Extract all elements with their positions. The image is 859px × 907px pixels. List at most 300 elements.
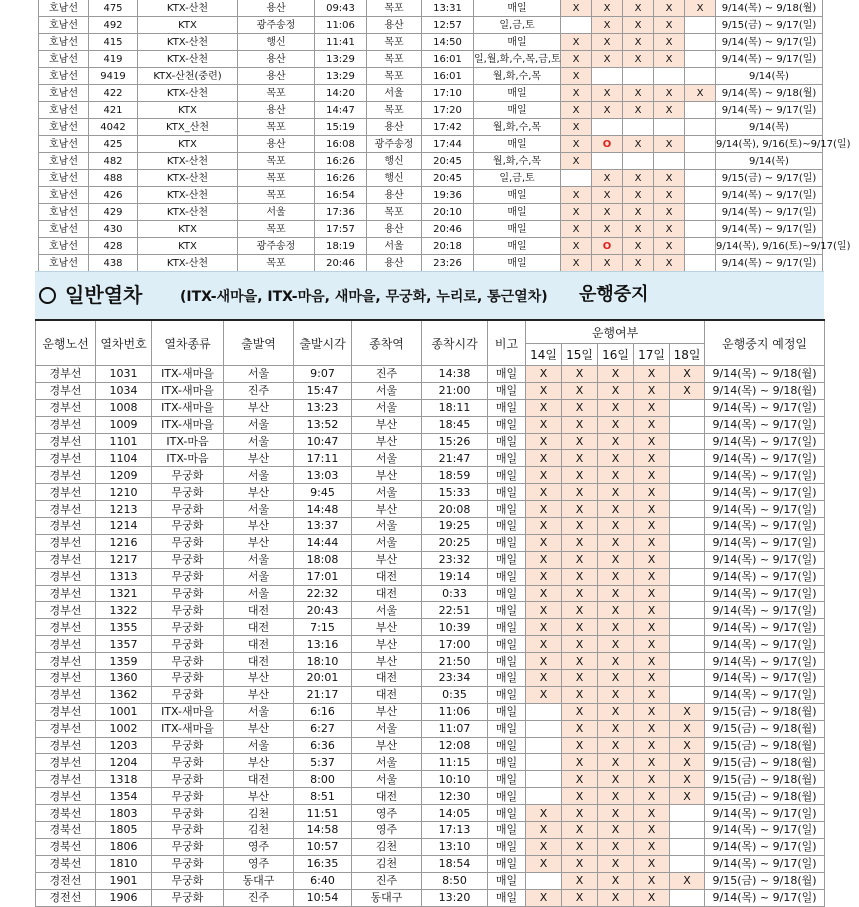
cell-suspension: 9/14(목) ~ 9/17(일): [716, 51, 823, 68]
cell-dep-station: 부산: [224, 450, 294, 467]
cell-day-18: [670, 822, 705, 839]
cell-train-no: 430: [89, 221, 138, 238]
cell-day-14: X: [526, 855, 562, 872]
table-row: [36, 636, 825, 653]
cell-day-14: X: [526, 670, 562, 687]
cell-day-18: [670, 501, 705, 518]
cell-day-14: [526, 720, 562, 737]
cell-arr-time: 17:13: [422, 822, 488, 839]
table-row: [36, 602, 825, 619]
cell-day-15: X: [562, 518, 598, 535]
cell-suspension: 9/14(목) ~ 9/17(일): [705, 805, 825, 822]
table-row: [39, 119, 823, 136]
cell-suspension: 9/15(금) ~ 9/17(일): [716, 17, 823, 34]
table-row: [39, 102, 823, 119]
cell-dep-station: 서울: [224, 703, 294, 720]
cell-day-15: X: [562, 585, 598, 602]
table-row: [36, 585, 825, 602]
cell-arr-time: 23:26: [422, 255, 474, 272]
cell-day-18: [670, 602, 705, 619]
cell-dep-station: 서울: [238, 204, 315, 221]
cell-train-no: 1357: [96, 636, 152, 653]
cell-arr-time: 12:57: [422, 17, 474, 34]
cell-day-18: [670, 568, 705, 585]
cell-train-type: 무궁화: [152, 534, 224, 551]
cell-day-15: X: [562, 754, 598, 771]
cell-arr-time: 12:08: [422, 737, 488, 754]
cell-dep-time: 14:47: [315, 102, 367, 119]
cell-day-16: X: [623, 238, 654, 255]
cell-dep-station: 목포: [238, 119, 315, 136]
cell-day-18: [685, 102, 716, 119]
cell-day-18: X: [670, 737, 705, 754]
cell-line: 호남선: [39, 119, 89, 136]
cell-day-16: X: [598, 433, 634, 450]
cell-arr-station: 목포: [367, 102, 422, 119]
cell-line: 호남선: [39, 187, 89, 204]
cell-arr-time: 20:46: [422, 221, 474, 238]
table-row: [36, 686, 825, 703]
cell-day-18: X: [685, 0, 716, 17]
cell-day-14: X: [561, 238, 592, 255]
cell-dep-station: 부산: [224, 670, 294, 687]
cell-dep-time: 6:27: [294, 720, 352, 737]
cell-suspension: 9/14(목) ~ 9/17(일): [705, 551, 825, 568]
cell-train-type: 무궁화: [152, 467, 224, 484]
cell-train-no: 415: [89, 34, 138, 51]
cell-arr-station: 용산: [367, 17, 422, 34]
cell-day-15: X: [562, 501, 598, 518]
cell-train-type: 무궁화: [152, 568, 224, 585]
cell-arr-station: 서울: [352, 484, 422, 501]
cell-note: 매일: [488, 484, 526, 501]
cell-day-18: X: [670, 366, 705, 383]
cell-day-15: X: [592, 102, 623, 119]
cell-train-type: ITX-새마을: [152, 366, 224, 383]
cell-train-type: KTX-산천: [138, 187, 238, 204]
ktx-continuation-table: [38, 0, 851, 289]
cell-train-no: 422: [89, 85, 138, 102]
cell-line: 경부선: [36, 382, 96, 399]
cell-train-type: KTX-산천: [138, 153, 238, 170]
cell-day-15: X: [562, 771, 598, 788]
cell-note: 매일: [488, 382, 526, 399]
cell-arr-time: 0:33: [422, 585, 488, 602]
header-dep-station: 출발역: [224, 320, 294, 366]
cell-dep-time: 13:03: [294, 467, 352, 484]
cell-train-type: KTX-산천: [138, 85, 238, 102]
cell-day-17: X: [634, 838, 670, 855]
header-dep-time: 출발시각: [294, 320, 352, 366]
cell-line: 호남선: [39, 0, 89, 17]
cell-suspension: 9/14(목) ~ 9/17(일): [716, 187, 823, 204]
cell-train-no: 492: [89, 17, 138, 34]
cell-day-17: X: [634, 568, 670, 585]
cell-arr-station: 용산: [367, 119, 422, 136]
cell-arr-time: 17:42: [422, 119, 474, 136]
cell-note: 매일: [488, 551, 526, 568]
cell-note: 매일: [488, 737, 526, 754]
table-row: [36, 382, 825, 399]
table-row: [39, 51, 823, 68]
cell-train-no: 1806: [96, 838, 152, 855]
cell-note: 매일: [488, 619, 526, 636]
cell-arr-station: 서울: [352, 399, 422, 416]
cell-dep-station: 부산: [224, 399, 294, 416]
cell-note: 매일: [474, 102, 561, 119]
table-row: [36, 619, 825, 636]
cell-day-16: X: [623, 204, 654, 221]
cell-suspension: 9/14(목) ~ 9/17(일): [705, 501, 825, 518]
cell-arr-station: 용산: [367, 187, 422, 204]
header-operation: 운행여부: [526, 320, 705, 344]
cell-arr-time: 11:15: [422, 754, 488, 771]
cell-day-18: X: [670, 771, 705, 788]
table-row: [36, 822, 825, 839]
table-row: [39, 85, 823, 102]
cell-arr-station: 영주: [352, 805, 422, 822]
cell-arr-station: 대전: [352, 585, 422, 602]
cell-day-15: X: [562, 670, 598, 687]
cell-day-18: [670, 484, 705, 501]
cell-note: 매일: [488, 433, 526, 450]
cell-line: 경부선: [36, 686, 96, 703]
cell-arr-station: 행신: [367, 153, 422, 170]
cell-arr-station: 진주: [352, 366, 422, 383]
cell-note: 매일: [488, 653, 526, 670]
cell-day-14: X: [561, 102, 592, 119]
table-row: [36, 670, 825, 687]
cell-arr-time: 13:20: [422, 889, 488, 906]
cell-day-16: X: [598, 450, 634, 467]
table-row: [39, 187, 823, 204]
cell-day-16: X: [598, 568, 634, 585]
cell-day-15: X: [562, 737, 598, 754]
cell-line: 경부선: [36, 450, 96, 467]
cell-arr-time: 23:34: [422, 670, 488, 687]
cell-arr-time: 21:50: [422, 653, 488, 670]
cell-day-15: X: [562, 805, 598, 822]
header-arr-time: 종착시각: [422, 320, 488, 366]
cell-day-18: [685, 68, 716, 85]
cell-day-15: X: [592, 85, 623, 102]
cell-day-14: X: [526, 805, 562, 822]
cell-dep-station: 부산: [224, 686, 294, 703]
cell-line: 경부선: [36, 484, 96, 501]
cell-train-no: 421: [89, 102, 138, 119]
cell-day-14: X: [526, 619, 562, 636]
cell-day-16: X: [623, 187, 654, 204]
cell-suspension: 9/14(목) ~ 9/17(일): [705, 889, 825, 906]
cell-arr-time: 18:11: [422, 399, 488, 416]
cell-dep-time: 17:01: [294, 568, 352, 585]
cell-arr-station: 서울: [352, 720, 422, 737]
cell-day-17: X: [634, 416, 670, 433]
cell-day-15: X: [562, 433, 598, 450]
table-row: [36, 889, 825, 906]
cell-arr-station: 목포: [367, 34, 422, 51]
cell-day-16: X: [598, 534, 634, 551]
cell-day-17: X: [634, 450, 670, 467]
table-row: [39, 34, 823, 51]
cell-train-no: 438: [89, 255, 138, 272]
cell-day-14: X: [561, 255, 592, 272]
cell-day-17: X: [634, 534, 670, 551]
cell-dep-station: 대전: [224, 602, 294, 619]
cell-dep-station: 목포: [238, 170, 315, 187]
cell-arr-station: 서울: [352, 771, 422, 788]
cell-train-type: KTX-산천: [138, 0, 238, 17]
cell-dep-time: 20:01: [294, 670, 352, 687]
cell-suspension: 9/14(목) ~ 9/17(일): [716, 102, 823, 119]
cell-dep-station: 부산: [224, 518, 294, 535]
cell-dep-station: 부산: [224, 534, 294, 551]
cell-day-16: X: [623, 136, 654, 153]
cell-note: 매일: [488, 838, 526, 855]
cell-arr-station: 부산: [352, 551, 422, 568]
cell-dep-station: 대전: [224, 653, 294, 670]
cell-day-14: X: [561, 204, 592, 221]
cell-arr-station: 광주송정: [367, 136, 422, 153]
cell-dep-time: 11:06: [315, 17, 367, 34]
cell-train-type: 무궁화: [152, 737, 224, 754]
cell-day-18: [685, 238, 716, 255]
cell-suspension: 9/14(목) ~ 9/18(월): [705, 366, 825, 383]
cell-day-16: X: [598, 551, 634, 568]
cell-suspension: 9/14(목) ~ 9/17(일): [705, 467, 825, 484]
cell-arr-time: 14:50: [422, 34, 474, 51]
cell-day-16: X: [598, 805, 634, 822]
cell-train-no: 425: [89, 136, 138, 153]
cell-arr-station: 목포: [367, 204, 422, 221]
cell-train-no: 1313: [96, 568, 152, 585]
cell-day-14: X: [526, 501, 562, 518]
cell-train-no: 1810: [96, 855, 152, 872]
cell-train-no: 1360: [96, 670, 152, 687]
cell-day-18: X: [670, 382, 705, 399]
cell-day-14: X: [561, 0, 592, 17]
cell-day-18: [670, 467, 705, 484]
cell-train-no: 1034: [96, 382, 152, 399]
cell-dep-time: 11:51: [294, 805, 352, 822]
cell-line: 호남선: [39, 255, 89, 272]
cell-day-15: X: [562, 838, 598, 855]
section-title-sub: (ITX-새마을, ITX-마음, 새마을, 무궁화, 누리로, 통근열차): [180, 289, 548, 305]
cell-arr-time: 11:07: [422, 720, 488, 737]
cell-arr-time: 20:08: [422, 501, 488, 518]
cell-train-no: 4042: [89, 119, 138, 136]
cell-line: 경부선: [36, 585, 96, 602]
cell-dep-station: 서울: [224, 501, 294, 518]
cell-line: 호남선: [39, 68, 89, 85]
cell-note: 매일: [488, 585, 526, 602]
cell-day-14: X: [526, 686, 562, 703]
cell-day-15: X: [562, 855, 598, 872]
cell-day-14: X: [526, 838, 562, 855]
cell-dep-station: 용산: [238, 51, 315, 68]
cell-day-15: X: [562, 382, 598, 399]
cell-arr-time: 20:10: [422, 204, 474, 221]
cell-arr-station: 대전: [352, 670, 422, 687]
cell-day-14: X: [561, 136, 592, 153]
cell-day-16: X: [598, 416, 634, 433]
cell-day-14: X: [561, 68, 592, 85]
cell-arr-time: 17:00: [422, 636, 488, 653]
cell-dep-time: 8:00: [294, 771, 352, 788]
cell-day-17: X: [634, 467, 670, 484]
cell-arr-time: 21:47: [422, 450, 488, 467]
cell-note: 매일: [488, 450, 526, 467]
cell-suspension: 9/14(목) ~ 9/17(일): [716, 34, 823, 51]
cell-day-15: X: [592, 34, 623, 51]
cell-note: 매일: [474, 136, 561, 153]
cell-day-17: X: [634, 585, 670, 602]
cell-day-16: X: [598, 602, 634, 619]
cell-arr-time: 10:10: [422, 771, 488, 788]
cell-dep-station: 광주송정: [238, 238, 315, 255]
cell-line: 경북선: [36, 822, 96, 839]
cell-dep-time: 7:15: [294, 619, 352, 636]
cell-day-16: X: [598, 501, 634, 518]
cell-train-type: 무궁화: [152, 585, 224, 602]
cell-train-no: 1009: [96, 416, 152, 433]
cell-arr-station: 서울: [367, 85, 422, 102]
cell-arr-station: 서울: [352, 534, 422, 551]
cell-day-16: X: [598, 720, 634, 737]
cell-day-18: [685, 17, 716, 34]
cell-arr-time: 16:01: [422, 51, 474, 68]
cell-arr-station: 부산: [352, 653, 422, 670]
cell-day-16: X: [598, 366, 634, 383]
header-train-no: 열차번호: [96, 320, 152, 366]
cell-day-18: [670, 518, 705, 535]
cell-note: 매일: [488, 399, 526, 416]
cell-arr-time: 14:38: [422, 366, 488, 383]
cell-suspension: 9/14(목) ~ 9/17(일): [705, 653, 825, 670]
cell-arr-station: 서울: [352, 602, 422, 619]
cell-arr-station: 부산: [352, 416, 422, 433]
cell-arr-station: 부산: [352, 467, 422, 484]
table-row: [36, 433, 825, 450]
cell-train-no: 1362: [96, 686, 152, 703]
cell-line: 호남선: [39, 221, 89, 238]
table-row: [39, 170, 823, 187]
cell-arr-time: 13:31: [422, 0, 474, 17]
cell-day-15: X: [562, 872, 598, 889]
cell-arr-time: 16:01: [422, 68, 474, 85]
cell-dep-time: 6:16: [294, 703, 352, 720]
cell-day-14: X: [526, 551, 562, 568]
cell-train-no: 1901: [96, 872, 152, 889]
cell-note: 일,금,토: [474, 17, 561, 34]
cell-line: 경부선: [36, 771, 96, 788]
cell-day-14: X: [561, 187, 592, 204]
cell-day-16: X: [598, 585, 634, 602]
cell-dep-time: 16:26: [315, 153, 367, 170]
cell-train-type: KTX: [138, 17, 238, 34]
cell-day-17: X: [654, 238, 685, 255]
cell-train-type: 무궁화: [152, 686, 224, 703]
cell-day-18: X: [685, 85, 716, 102]
cell-day-18: [685, 153, 716, 170]
cell-day-18: X: [670, 703, 705, 720]
cell-day-18: [670, 585, 705, 602]
cell-day-17: X: [654, 204, 685, 221]
cell-day-15: X: [562, 889, 598, 906]
cell-dep-station: 목포: [238, 221, 315, 238]
cell-day-15: X: [592, 255, 623, 272]
cell-day-14: X: [526, 585, 562, 602]
cell-day-14: X: [526, 399, 562, 416]
cell-suspension: 9/14(목) ~ 9/17(일): [705, 602, 825, 619]
table-header: [36, 320, 825, 366]
cell-day-15: X: [562, 366, 598, 383]
cell-suspension: 9/14(목) ~ 9/17(일): [705, 433, 825, 450]
cell-suspension: 9/14(목) ~ 9/17(일): [705, 636, 825, 653]
cell-train-no: 1008: [96, 399, 152, 416]
cell-day-17: X: [654, 255, 685, 272]
cell-day-16: X: [598, 889, 634, 906]
cell-dep-station: 부산: [224, 720, 294, 737]
cell-day-17: X: [634, 366, 670, 383]
cell-day-16: X: [598, 872, 634, 889]
cell-train-type: 무궁화: [152, 872, 224, 889]
cell-dep-station: 광주송정: [238, 17, 315, 34]
cell-train-no: 488: [89, 170, 138, 187]
cell-train-type: ITX-새마을: [152, 399, 224, 416]
cell-dep-station: 행신: [238, 34, 315, 51]
circle-bullet-icon: [39, 287, 56, 304]
cell-line: 호남선: [39, 34, 89, 51]
cell-day-14: X: [526, 467, 562, 484]
cell-day-17: X: [634, 754, 670, 771]
table-row: [36, 518, 825, 535]
cell-dep-time: 15:47: [294, 382, 352, 399]
cell-train-type: 무궁화: [152, 754, 224, 771]
cell-dep-station: 부산: [224, 788, 294, 805]
cell-day-14: X: [526, 484, 562, 501]
cell-day-18: X: [670, 872, 705, 889]
cell-train-type: 무궁화: [152, 484, 224, 501]
cell-day-17: [654, 119, 685, 136]
cell-day-18: [670, 619, 705, 636]
cell-day-17: X: [654, 17, 685, 34]
cell-dep-station: 서울: [224, 585, 294, 602]
cell-suspension: 9/14(목) ~ 9/17(일): [705, 518, 825, 535]
cell-day-17: X: [654, 85, 685, 102]
cell-line: 호남선: [39, 204, 89, 221]
cell-day-17: X: [634, 518, 670, 535]
cell-dep-station: 대전: [224, 771, 294, 788]
cell-day-17: X: [634, 771, 670, 788]
cell-day-14: [526, 771, 562, 788]
cell-note: 매일: [474, 187, 561, 204]
cell-day-16: X: [623, 0, 654, 17]
cell-day-17: [654, 68, 685, 85]
cell-day-15: X: [592, 0, 623, 17]
cell-day-17: X: [634, 703, 670, 720]
cell-day-18: [670, 450, 705, 467]
cell-train-no: 1104: [96, 450, 152, 467]
cell-dep-station: 부산: [224, 754, 294, 771]
cell-line: 경부선: [36, 518, 96, 535]
cell-day-17: X: [654, 102, 685, 119]
cell-day-14: X: [561, 85, 592, 102]
header-arr-station: 종착역: [352, 320, 422, 366]
cell-day-17: X: [634, 822, 670, 839]
cell-train-no: 475: [89, 0, 138, 17]
cell-dep-time: 13:23: [294, 399, 352, 416]
